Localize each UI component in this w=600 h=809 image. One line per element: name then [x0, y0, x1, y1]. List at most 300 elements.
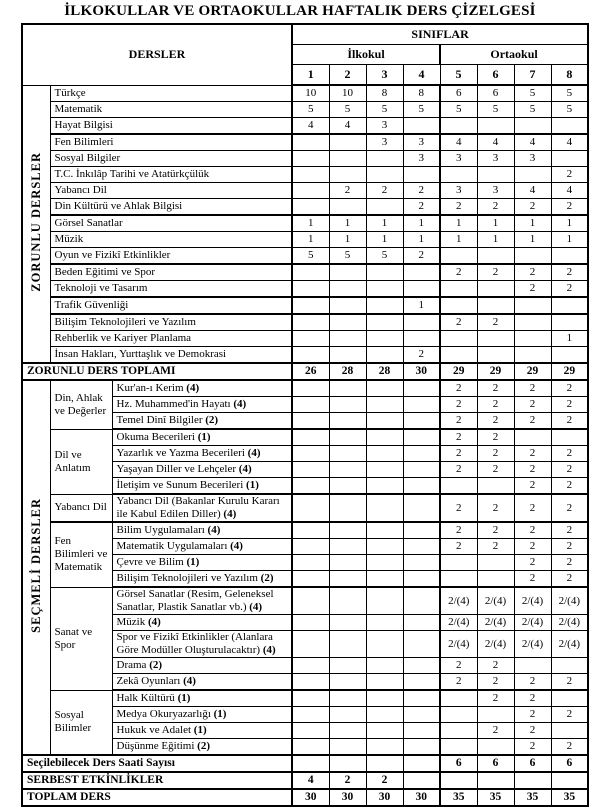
grade-cell	[329, 674, 366, 691]
grade-cell	[366, 429, 403, 446]
grade-cell: 2/(4)	[551, 587, 588, 615]
grade-cell	[329, 429, 366, 446]
grade-cell	[292, 522, 329, 539]
course-name: Çevre ve Bilim (1)	[112, 555, 292, 571]
grade-cell	[329, 199, 366, 216]
grade-cell	[403, 658, 440, 674]
grade-cell	[329, 314, 366, 331]
grade-cell: 5	[329, 248, 366, 265]
grade-cell	[551, 772, 588, 789]
course-row	[22, 248, 588, 265]
grade-cell	[292, 587, 329, 615]
grade-cell	[329, 397, 366, 413]
grade-cell: 4	[292, 772, 329, 789]
grade-cell: 2	[477, 494, 514, 522]
grade-cell: 2	[477, 413, 514, 430]
grade-cell	[366, 587, 403, 615]
course-credit: (4)	[247, 447, 261, 459]
grade-cell	[292, 314, 329, 331]
grade-cell: 2/(4)	[514, 631, 551, 658]
course-name: Fen Bilimleri	[50, 134, 292, 151]
grade-cell: 2	[514, 690, 551, 707]
grade-cell	[292, 429, 329, 446]
grade-cell	[440, 690, 477, 707]
grade-cell: 4	[551, 183, 588, 199]
grade-cell: 2	[440, 539, 477, 555]
grade-cell	[292, 297, 329, 314]
grade-cell: 1	[366, 232, 403, 248]
grade-cell	[514, 331, 551, 347]
grade-cell: 8	[366, 85, 403, 102]
zorunlu-side-label	[22, 85, 50, 363]
course-row	[22, 183, 588, 199]
grade-cell	[329, 571, 366, 588]
grade-cell	[514, 314, 551, 331]
grade-cell	[477, 347, 514, 364]
grade-cell	[366, 297, 403, 314]
grade-cell: 2/(4)	[440, 615, 477, 631]
grade-cell	[477, 248, 514, 265]
grade-cell: 35	[440, 789, 477, 806]
course-credit: (4)	[186, 382, 200, 394]
course-name: Matematik	[50, 102, 292, 118]
grade-cell	[551, 297, 588, 314]
grade-cell: 6	[477, 85, 514, 102]
grade-cell	[292, 631, 329, 658]
course-name: Hz. Muhammed'in Hayatı (4)	[112, 397, 292, 413]
grade-cell: 3	[477, 151, 514, 167]
course-credit: (4)	[262, 644, 276, 656]
grade-cell: 2	[514, 555, 551, 571]
grade-cell: 2	[440, 658, 477, 674]
grade-cell: 2	[440, 199, 477, 216]
grade-cell: 1	[551, 215, 588, 232]
grade-cell	[551, 151, 588, 167]
course-row	[22, 690, 588, 707]
grade-cell	[551, 429, 588, 446]
grade-cell: 2/(4)	[551, 631, 588, 658]
grade-cell: 10	[329, 85, 366, 102]
grade-cell: 2	[551, 446, 588, 462]
grade-cell: 2	[366, 772, 403, 789]
grade-cell	[514, 167, 551, 183]
grade-cell	[403, 739, 440, 756]
course-credit: (4)	[238, 463, 252, 475]
grade-cell	[329, 522, 366, 539]
grade-cell: 2	[477, 522, 514, 539]
grade-cell: 3	[440, 183, 477, 199]
course-row	[22, 429, 588, 446]
grade-cell: 2	[440, 674, 477, 691]
grade-cell: 2	[514, 571, 551, 588]
course-name: Hukuk ve Adalet (1)	[112, 723, 292, 739]
grade-cell	[440, 248, 477, 265]
grade-cell: 1	[403, 215, 440, 232]
course-name: İletişim ve Sunum Becerileri (1)	[112, 478, 292, 495]
grade-cell	[551, 314, 588, 331]
course-name: Drama (2)	[112, 658, 292, 674]
grade-cell: 3	[477, 183, 514, 199]
grade-cell	[292, 723, 329, 739]
course-name: Oyun ve Fizikî Etkinlikler	[50, 248, 292, 265]
grade-cell	[440, 331, 477, 347]
grade-cell	[329, 446, 366, 462]
grade-cell: 4	[440, 134, 477, 151]
grade-cell: 35	[551, 789, 588, 806]
grade-cell: 2	[440, 429, 477, 446]
grade-cell	[440, 772, 477, 789]
grade-cell	[292, 151, 329, 167]
grade-header: 4	[403, 65, 440, 86]
grade-cell	[403, 397, 440, 413]
course-name: Sosyal Bilgiler	[50, 151, 292, 167]
grade-cell	[477, 707, 514, 723]
grade-cell: 2	[551, 264, 588, 281]
grade-cell	[440, 167, 477, 183]
course-name: Temel Dinî Bilgiler (2)	[112, 413, 292, 430]
grade-cell	[366, 739, 403, 756]
grade-cell: 5	[403, 102, 440, 118]
grade-cell	[366, 658, 403, 674]
table-header	[22, 24, 588, 85]
grade-cell: 3	[440, 151, 477, 167]
course-row	[22, 314, 588, 331]
grade-cell: 4	[329, 118, 366, 135]
grade-cell: 1	[292, 215, 329, 232]
grade-cell	[366, 167, 403, 183]
grade-cell: 6	[477, 755, 514, 772]
grade-cell	[477, 478, 514, 495]
grade-cell: 5	[551, 85, 588, 102]
schedule-table	[21, 23, 589, 807]
grade-cell	[440, 555, 477, 571]
grade-cell	[403, 331, 440, 347]
grade-cell	[329, 281, 366, 298]
course-row	[22, 232, 588, 248]
course-name: Türkçe	[50, 85, 292, 102]
grade-cell	[366, 631, 403, 658]
grade-cell: 2	[514, 494, 551, 522]
grade-cell: 2	[477, 658, 514, 674]
grade-cell	[477, 281, 514, 298]
grade-cell	[403, 674, 440, 691]
grade-cell	[366, 151, 403, 167]
grade-cell: 4	[477, 134, 514, 151]
grade-cell	[403, 462, 440, 478]
grade-cell	[329, 494, 366, 522]
grade-cell	[366, 522, 403, 539]
grade-cell	[292, 134, 329, 151]
grade-cell: 2	[551, 739, 588, 756]
grade-cell	[440, 478, 477, 495]
grade-cell	[403, 587, 440, 615]
grade-cell: 2	[514, 199, 551, 216]
grade-cell	[551, 248, 588, 265]
grade-cell: 2	[440, 494, 477, 522]
grade-cell	[366, 571, 403, 588]
course-name: Din Kültürü ve Ahlak Bilgisi	[50, 199, 292, 216]
grade-cell: 1	[551, 331, 588, 347]
grade-header: 3	[366, 65, 403, 86]
grade-cell: 2	[440, 397, 477, 413]
grade-cell: 2	[514, 478, 551, 495]
course-row	[22, 264, 588, 281]
course-name: Görsel Sanatlar (Resim, Geleneksel Sanatlar, Plastik Sanatlar vb.) (4)	[112, 587, 292, 615]
grade-cell: 2	[440, 462, 477, 478]
grade-cell: 2	[329, 772, 366, 789]
course-row	[22, 85, 588, 102]
course-name: Müzik	[50, 232, 292, 248]
grade-cell: 2/(4)	[477, 615, 514, 631]
grade-cell: 2	[403, 248, 440, 265]
course-name: Yabancı Dil	[50, 183, 292, 199]
grade-cell	[403, 555, 440, 571]
grade-cell: 5	[440, 102, 477, 118]
grade-cell	[292, 690, 329, 707]
grade-cell: 2	[514, 413, 551, 430]
grade-cell: 6	[551, 755, 588, 772]
grade-cell: 2	[477, 397, 514, 413]
grade-cell: 1	[477, 232, 514, 248]
grade-cell	[366, 397, 403, 413]
grade-cell: 2	[551, 397, 588, 413]
header-ortaokul: Ortaokul	[440, 45, 588, 65]
grade-cell: 5	[514, 102, 551, 118]
grade-cell: 2	[366, 183, 403, 199]
grade-cell	[477, 297, 514, 314]
footer-row	[22, 789, 588, 806]
grade-cell: 2	[514, 397, 551, 413]
grade-cell	[366, 413, 403, 430]
course-name: T.C. İnkılâp Tarihi ve Atatürkçülük	[50, 167, 292, 183]
grade-cell: 2	[514, 723, 551, 739]
grade-header: 7	[514, 65, 551, 86]
grade-cell: 4	[514, 183, 551, 199]
grade-cell	[403, 167, 440, 183]
grade-cell	[403, 494, 440, 522]
grade-cell: 5	[366, 102, 403, 118]
grade-cell	[551, 723, 588, 739]
grade-cell: 2	[551, 555, 588, 571]
grade-cell	[366, 690, 403, 707]
grade-cell: 5	[366, 248, 403, 265]
grade-cell	[403, 380, 440, 397]
course-name: Rehberlik ve Kariyer Planlama	[50, 331, 292, 347]
course-name: Spor ve Fizikî Etkinlikler (Alanlara Göre Modüller Oluşturulacaktır) (4)	[112, 631, 292, 658]
grade-cell	[292, 281, 329, 298]
course-name: Bilişim Teknolojileri ve Yazılım	[50, 314, 292, 331]
grade-header: 2	[329, 65, 366, 86]
grade-cell: 1	[440, 215, 477, 232]
grade-cell	[292, 739, 329, 756]
grade-cell	[292, 478, 329, 495]
grade-cell: 29	[440, 363, 477, 380]
grade-cell	[329, 478, 366, 495]
grade-cell: 2	[477, 314, 514, 331]
table-body	[22, 85, 588, 806]
grade-cell	[292, 446, 329, 462]
grade-cell	[329, 462, 366, 478]
course-credit: (1)	[193, 724, 207, 736]
grade-cell: 1	[440, 232, 477, 248]
grade-cell	[292, 380, 329, 397]
grade-cell	[292, 555, 329, 571]
grade-cell: 2	[477, 723, 514, 739]
grade-cell	[440, 723, 477, 739]
grade-cell	[366, 347, 403, 364]
grade-cell	[329, 380, 366, 397]
grade-cell	[292, 183, 329, 199]
grade-cell: 1	[366, 215, 403, 232]
grade-cell: 2	[514, 281, 551, 298]
course-credit: (1)	[197, 431, 211, 443]
group-label: Sanat ve Spor	[50, 587, 112, 690]
grade-cell	[292, 539, 329, 555]
course-credit: (4)	[223, 508, 237, 520]
grade-cell	[292, 199, 329, 216]
grade-cell: 2	[514, 522, 551, 539]
grade-cell: 2/(4)	[477, 631, 514, 658]
grade-cell	[403, 264, 440, 281]
grade-cell: 2	[329, 183, 366, 199]
grade-cell: 28	[366, 363, 403, 380]
grade-cell: 2	[477, 429, 514, 446]
grade-cell	[440, 118, 477, 135]
course-credit: (4)	[147, 616, 161, 628]
course-name: Okuma Becerileri (1)	[112, 429, 292, 446]
course-credit: (2)	[197, 740, 210, 752]
grade-cell	[551, 347, 588, 364]
grade-cell: 2	[551, 494, 588, 522]
grade-cell: 6	[440, 85, 477, 102]
grade-cell: 2	[403, 183, 440, 199]
grade-cell	[292, 167, 329, 183]
course-credit: (2)	[260, 572, 274, 584]
grade-cell: 8	[403, 85, 440, 102]
course-row	[22, 118, 588, 135]
grade-cell: 35	[477, 789, 514, 806]
grade-cell: 30	[366, 789, 403, 806]
grade-cell	[551, 118, 588, 135]
grade-cell	[514, 772, 551, 789]
grade-cell	[292, 494, 329, 522]
course-row	[22, 215, 588, 232]
grade-cell: 35	[514, 789, 551, 806]
grade-cell	[477, 772, 514, 789]
grade-cell: 2	[551, 462, 588, 478]
grade-cell: 1	[329, 215, 366, 232]
course-credit: (1)	[177, 692, 191, 704]
grade-cell: 2	[551, 539, 588, 555]
grade-cell: 1	[477, 215, 514, 232]
grade-cell: 2	[551, 674, 588, 691]
grade-cell: 2/(4)	[514, 615, 551, 631]
course-row	[22, 134, 588, 151]
grade-cell	[329, 755, 366, 772]
grade-cell	[329, 331, 366, 347]
grade-cell	[514, 347, 551, 364]
grade-cell	[440, 571, 477, 588]
grade-cell	[292, 658, 329, 674]
grade-cell	[403, 772, 440, 789]
grade-cell: 1	[514, 232, 551, 248]
course-row	[22, 297, 588, 314]
grade-cell	[551, 690, 588, 707]
grade-cell: 30	[403, 363, 440, 380]
zorunlu-side-label-text: ZORUNLU DERSLER	[28, 151, 43, 292]
footer-label: SERBEST ETKİNLİKLER	[22, 772, 292, 789]
course-row	[22, 380, 588, 397]
grade-cell: 2	[440, 314, 477, 331]
grade-cell: 26	[292, 363, 329, 380]
group-label: Dil ve Anlatım	[50, 429, 112, 494]
course-name: Düşünme Eğitimi (2)	[112, 739, 292, 756]
grade-cell: 5	[329, 102, 366, 118]
grade-cell: 3	[514, 151, 551, 167]
grade-cell	[329, 167, 366, 183]
grade-cell: 2/(4)	[440, 631, 477, 658]
grade-cell: 2	[477, 674, 514, 691]
grade-cell: 1	[292, 232, 329, 248]
grade-cell: 1	[403, 232, 440, 248]
course-credit: (4)	[233, 398, 247, 410]
grade-cell	[551, 658, 588, 674]
grade-cell: 3	[403, 151, 440, 167]
grade-cell: 2	[551, 571, 588, 588]
grade-cell	[477, 167, 514, 183]
grade-cell	[329, 413, 366, 430]
grade-cell	[403, 723, 440, 739]
course-name: Yabancı Dil (Bakanlar Kurulu Kararı ile Kabul Edilen Diller) (4)	[112, 494, 292, 522]
grade-cell	[440, 707, 477, 723]
grade-cell: 3	[366, 118, 403, 135]
grade-cell: 2	[514, 739, 551, 756]
course-row	[22, 281, 588, 298]
grade-cell: 3	[366, 134, 403, 151]
footer-row	[22, 755, 588, 772]
grade-cell	[514, 118, 551, 135]
grade-cell: 29	[551, 363, 588, 380]
grade-cell: 5	[551, 102, 588, 118]
grade-cell	[440, 297, 477, 314]
grade-cell	[403, 631, 440, 658]
grade-cell	[403, 522, 440, 539]
footer-row	[22, 772, 588, 789]
course-name: Medya Okuryazarlığı (1)	[112, 707, 292, 723]
grade-cell: 2	[514, 539, 551, 555]
course-row	[22, 494, 588, 522]
grade-cell: 2	[477, 462, 514, 478]
grade-cell	[366, 555, 403, 571]
course-name: Trafik Güvenliği	[50, 297, 292, 314]
grade-cell: 1	[403, 297, 440, 314]
header-dersler: DERSLER	[22, 24, 292, 85]
grade-cell: 2	[440, 446, 477, 462]
grade-cell: 5	[477, 102, 514, 118]
course-row	[22, 587, 588, 615]
page-title: İLKOKULLAR VE ORTAOKULLAR HAFTALIK DERS ÇİZELGESİ	[64, 3, 536, 19]
grade-cell: 2/(4)	[477, 587, 514, 615]
course-row	[22, 151, 588, 167]
grade-cell	[329, 587, 366, 615]
course-credit: (1)	[213, 708, 227, 720]
grade-cell	[329, 297, 366, 314]
course-credit: (1)	[186, 556, 200, 568]
grade-cell: 6	[514, 755, 551, 772]
course-name: Müzik (4)	[112, 615, 292, 631]
grade-cell: 10	[292, 85, 329, 102]
course-row	[22, 522, 588, 539]
